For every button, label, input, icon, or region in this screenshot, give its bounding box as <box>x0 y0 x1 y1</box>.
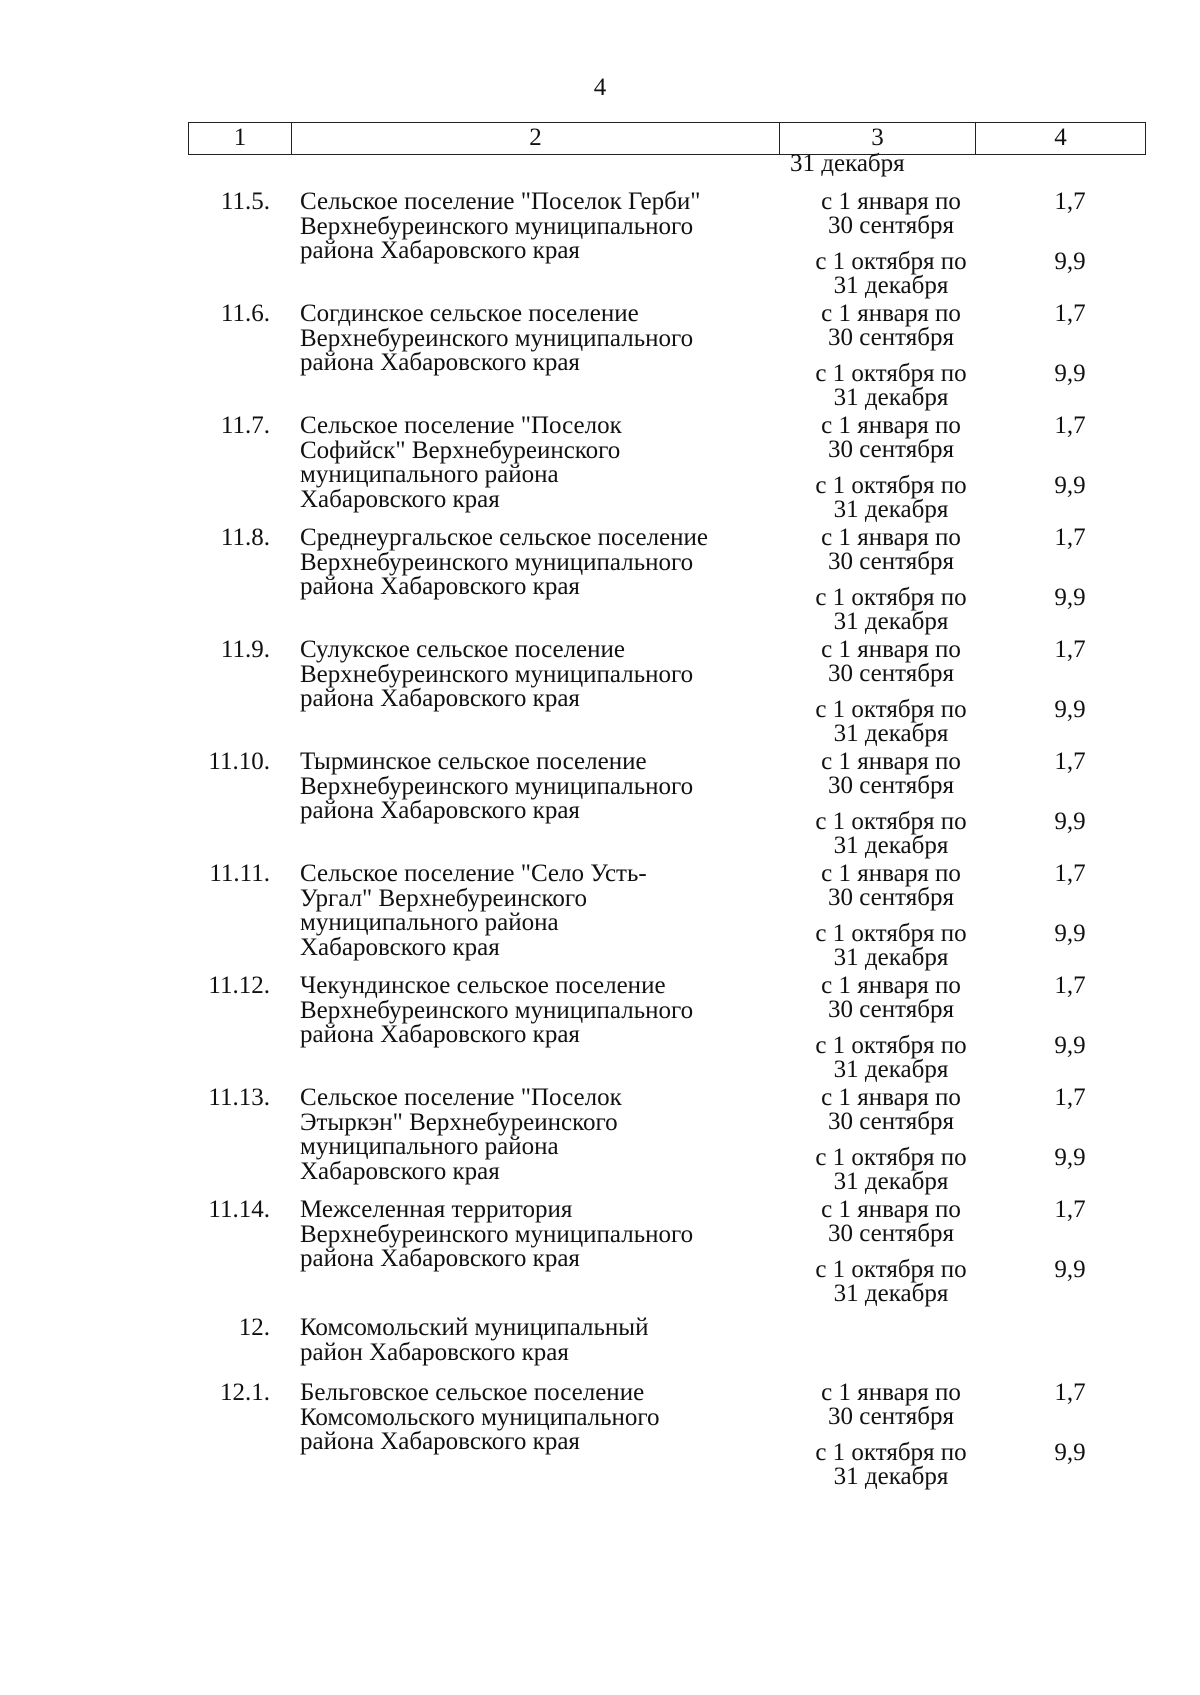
row-value-1: 1,7 <box>1054 1379 1086 1406</box>
row-period-2: с 1 октября по 31 декабря <box>815 1144 967 1195</box>
page-number: 4 <box>593 74 607 101</box>
row-period-2: с 1 октября по 31 декабря <box>815 584 967 635</box>
table-row <box>0 1381 1200 1502</box>
row-period-2: с 1 октября по 31 декабря <box>815 1032 967 1083</box>
table-row <box>0 526 1200 647</box>
row-territory-name: Тырминское сельское поселение Верхнебуреинского муниципального района Хабаровского края <box>300 748 694 824</box>
row-territory-name: Среднеургальское сельское поселение Верхнебуреинского муниципального района Хабаровского края <box>300 524 709 600</box>
row-period-2: с 1 октября по 31 декабря <box>815 472 967 523</box>
row-value-1: 1,7 <box>1054 748 1086 775</box>
row-period-1: с 1 января по 30 сентября <box>821 1084 961 1135</box>
row-value-2: 9,9 <box>1054 1439 1086 1466</box>
header-col-2: 2 <box>292 123 780 154</box>
row-period-1: с 1 января по 30 сентября <box>821 188 961 239</box>
header-col-1: 1 <box>189 123 292 154</box>
row-value-1: 1,7 <box>1054 300 1086 327</box>
row-period-1: с 1 января по 30 сентября <box>821 1196 961 1247</box>
row-period-1: с 1 января по 30 сентября <box>821 1379 961 1430</box>
row-period-2: с 1 октября по 31 декабря <box>815 696 967 747</box>
row-number: 12.1. <box>220 1379 270 1406</box>
row-period-1: с 1 января по 30 сентября <box>821 300 961 351</box>
table-row <box>0 1198 1200 1319</box>
row-value-1: 1,7 <box>1054 188 1086 215</box>
row-value-2: 9,9 <box>1054 360 1086 387</box>
row-value-2: 9,9 <box>1054 920 1086 947</box>
table-row <box>0 862 1200 983</box>
row-number: 11.7. <box>220 412 270 439</box>
row-number: 11.9. <box>220 636 270 663</box>
table-row <box>0 302 1200 423</box>
row-territory-name: Согдинское сельское поселение Верхнебуреинского муниципального района Хабаровского края <box>300 300 694 376</box>
row-territory-name: Комсомольский муниципальный район Хабаровского края <box>300 1314 649 1366</box>
row-period-1: с 1 января по 30 сентября <box>821 412 961 463</box>
row-period-1: с 1 января по 30 сентября <box>821 524 961 575</box>
row-value-2: 9,9 <box>1054 1144 1086 1171</box>
row-value-2: 9,9 <box>1054 472 1086 499</box>
row-value-1: 1,7 <box>1054 636 1086 663</box>
row-territory-name: Бельговское сельское поселение Комсомольского муниципального района Хабаровского края <box>300 1379 660 1455</box>
row-number: 11.6. <box>220 300 270 327</box>
carryover-period: 31 декабря <box>790 150 905 177</box>
row-value-1: 1,7 <box>1054 1196 1086 1223</box>
row-period-2: с 1 октября по 31 декабря <box>815 248 967 299</box>
row-value-2: 9,9 <box>1054 808 1086 835</box>
row-period-2: с 1 октября по 31 декабря <box>815 1256 967 1307</box>
table-row <box>0 750 1200 871</box>
row-number: 11.10. <box>208 748 270 775</box>
row-value-1: 1,7 <box>1054 860 1086 887</box>
row-number: 11.14. <box>208 1196 270 1223</box>
table-header-row <box>188 122 1146 155</box>
row-value-1: 1,7 <box>1054 972 1086 999</box>
row-territory-name: Сулукское сельское поселение Верхнебуреинского муниципального района Хабаровского края <box>300 636 694 712</box>
row-territory-name: Межселенная территория Верхнебуреинского муниципального района Хабаровского края <box>300 1196 694 1272</box>
row-value-1: 1,7 <box>1054 412 1086 439</box>
row-period-1: с 1 января по 30 сентября <box>821 748 961 799</box>
row-territory-name: Сельское поселение "Поселок Герби" Верхнебуреинского муниципального района Хабаровского края <box>300 188 701 264</box>
row-number: 11.13. <box>208 1084 270 1111</box>
table-row <box>0 638 1200 759</box>
table-row <box>0 414 1200 535</box>
row-value-2: 9,9 <box>1054 248 1086 275</box>
row-period-1: с 1 января по 30 сентября <box>821 636 961 687</box>
row-period-2: с 1 октября по 31 декабря <box>815 360 967 411</box>
row-value-1: 1,7 <box>1054 524 1086 551</box>
row-value-1: 1,7 <box>1054 1084 1086 1111</box>
row-territory-name: Сельское поселение "Село Усть- Ургал" Верхнебуреинского муниципального района Хабаровского края <box>300 860 647 961</box>
row-period-1: с 1 января по 30 сентября <box>821 860 961 911</box>
row-number: 11.5. <box>220 188 270 215</box>
row-value-2: 9,9 <box>1054 696 1086 723</box>
row-period-1: с 1 января по 30 сентября <box>821 972 961 1023</box>
row-period-2: с 1 октября по 31 декабря <box>815 808 967 859</box>
row-value-2: 9,9 <box>1054 584 1086 611</box>
row-value-2: 9,9 <box>1054 1256 1086 1283</box>
row-number: 11.12. <box>208 972 270 999</box>
header-col-4: 4 <box>1054 124 1067 151</box>
row-period-2: с 1 октября по 31 декабря <box>815 1439 967 1490</box>
header-col-3: 3 <box>780 123 976 154</box>
row-number: 11.11. <box>209 860 270 887</box>
row-number: 11.8. <box>220 524 270 551</box>
row-territory-name: Сельское поселение "Поселок Софийск" Верхнебуреинского муниципального района Хабаровского края <box>300 412 622 513</box>
row-territory-name: Сельское поселение "Поселок Этыркэн" Верхнебуреинского муниципального района Хабаровского края <box>300 1084 622 1185</box>
row-value-2: 9,9 <box>1054 1032 1086 1059</box>
table-row <box>0 1086 1200 1207</box>
row-number: 12. <box>238 1314 270 1341</box>
table-row <box>0 974 1200 1095</box>
row-period-2: с 1 октября по 31 декабря <box>815 920 967 971</box>
table-row <box>0 190 1200 311</box>
row-territory-name: Чекундинское сельское поселение Верхнебуреинского муниципального района Хабаровского края <box>300 972 694 1048</box>
